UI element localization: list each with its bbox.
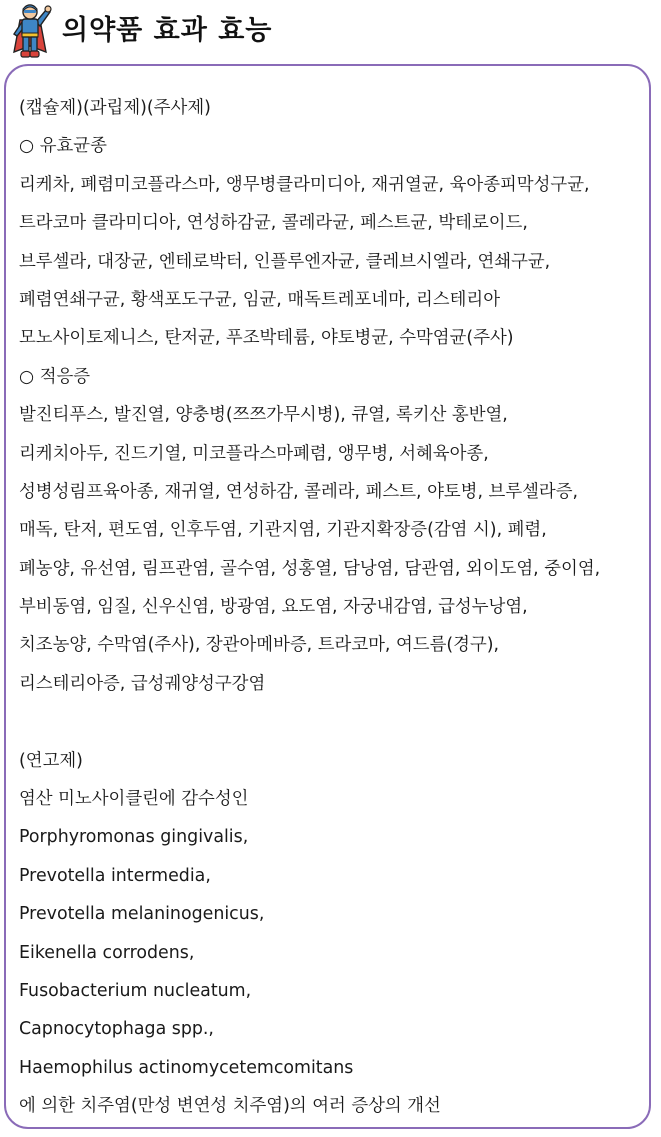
- text-line: Prevotella intermedia,: [19, 865, 211, 886]
- content-text: [19, 89, 649, 1126]
- text-line: (연고제): [19, 750, 83, 771]
- text-line: 리케차, 폐렴미코플라스마, 앵무병클라미디아, 재귀열균, 육아종피막성구균,: [19, 174, 590, 195]
- text-line: [19, 703, 649, 741]
- text-line: 모노사이토제니스, 탄저균, 푸조박테륨, 야토병균, 수막염균(주사): [19, 328, 514, 349]
- page-title: 의약품 효과 효능: [62, 15, 273, 46]
- text-line: 매독, 탄저, 편도염, 인후두염, 기관지염, 기관지확장증(감염 시), 폐렴,: [19, 520, 547, 541]
- text-line: 폐농양, 유선염, 림프관염, 골수염, 성홍열, 담낭염, 담관염, 외이도염, 중이염,: [19, 558, 601, 579]
- text-line: 에 의한 치주염(만성 변연성 치주염)의 여러 증상의 개선: [19, 1096, 441, 1117]
- text-line: Porphyromonas gingivalis,: [19, 827, 249, 848]
- text-line: (캡슐제)(과립제)(주사제): [19, 98, 211, 118]
- text-line: 성병성림프육아종, 재귀열, 연성하감, 콜레라, 페스트, 야토병, 브루셀라증,: [19, 481, 579, 502]
- text-line: Haemophilus actinomycetemcomitans: [19, 1057, 354, 1078]
- text-line: Prevotella melaninogenicus,: [19, 904, 265, 925]
- text-line: ○ 유효균종: [19, 136, 107, 157]
- text-line: 트라코마 클라미디아, 연성하감균, 콜레라균, 페스트균, 박테로이드,: [19, 213, 528, 234]
- text-line: ○ 적응증: [19, 366, 91, 387]
- text-line: 리스테리아증, 급성궤양성구강염: [19, 673, 266, 694]
- superhero-icon: [6, 2, 54, 60]
- text-line: 폐렴연쇄구균, 황색포도구균, 임균, 매독트레포네마, 리스테리아: [19, 289, 501, 310]
- text-line: Fusobacterium nucleatum,: [19, 980, 252, 1001]
- header: [0, 0, 661, 62]
- text-line: 부비동염, 임질, 신우신염, 방광염, 요도염, 자궁내감염, 급성누낭염,: [19, 597, 528, 618]
- text-line: Eikenella corrodens,: [19, 942, 195, 963]
- text-line: 염산 미노사이클린에 감수성인: [19, 789, 249, 810]
- text-line: 발진티푸스, 발진열, 양충병(쯔쯔가무시병), 큐열, 록키산 홍반열,: [19, 405, 508, 426]
- text-line: Capnocytophaga spp.,: [19, 1019, 214, 1040]
- text-line: 치조농양, 수막염(주사), 장관아메바증, 트라코마, 여드름(경구),: [19, 635, 500, 656]
- text-line: 브루셀라, 대장균, 엔테로박터, 인플루엔자균, 클레브시엘라, 연쇄구균,: [19, 251, 551, 272]
- text-line: 리케치아두, 진드기열, 미코플라스마폐렴, 앵무병, 서혜육아종,: [19, 443, 489, 464]
